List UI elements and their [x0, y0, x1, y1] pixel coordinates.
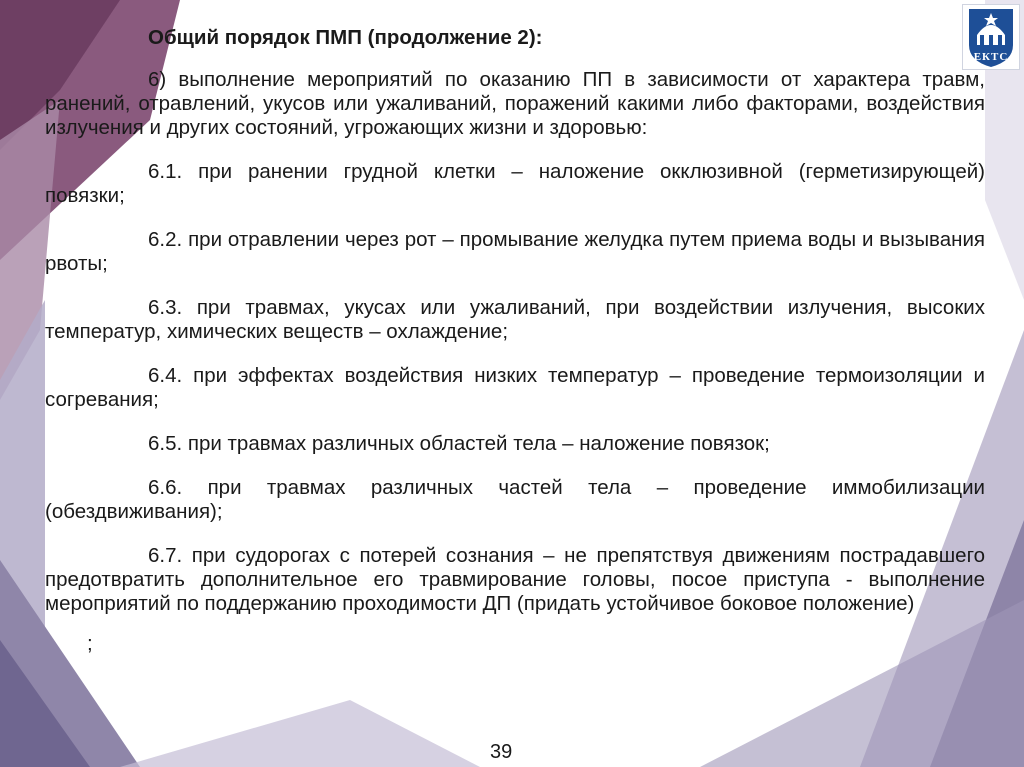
page-number: 39 [490, 741, 513, 763]
paragraph-6-4: 6.4. при эффектах воздействия низких температур – проведение термоизоляции и согревания; [45, 364, 985, 411]
trailing-semicolon: ; [87, 632, 93, 655]
paragraph-6-2: 6.2. при отравлении через рот – промывание желудка путем приема воды и вызывания рвоты; [45, 228, 985, 275]
paragraph-6-5: 6.5. при травмах различных областей тела – наложение повязок; [148, 432, 770, 455]
paragraph-6-1: 6.1. при ранении грудной клетки – наложение окклюзивной (герметизирующей) повязки; [45, 160, 985, 207]
paragraph-6: 6) выполнение мероприятий по оказанию ПП в зависимости от характера травм, ранений, отравлений, укусов или ужаливаний, поражений какими либо факторами, воздействия излучения и других состояний, угрожающих жизни и здоровью: [45, 68, 985, 139]
paragraph-6-3: 6.3. при травмах, укусах или ужаливаний, при воздействии излучения, высоких температур, химических веществ – охлаждение; [45, 296, 985, 343]
paragraph-6-7: 6.7. при судорогах с потерей сознания – не препятствуя движениям пострадавшего предотвратить дополнительное его травмирование головы, посое приступа - выполнение мероприятий по поддержанию проходимости ДП (придать устойчивое боковое положение) [45, 544, 985, 615]
slide-title: Общий порядок ПМП (продолжение 2): [148, 26, 543, 49]
paragraph-6-6: 6.6. при травмах различных частей тела – проведение иммобилизации (обездвиживания); [45, 476, 985, 523]
logo-text: ЕКТС [973, 51, 1009, 63]
slide-content [45, 26, 985, 676]
